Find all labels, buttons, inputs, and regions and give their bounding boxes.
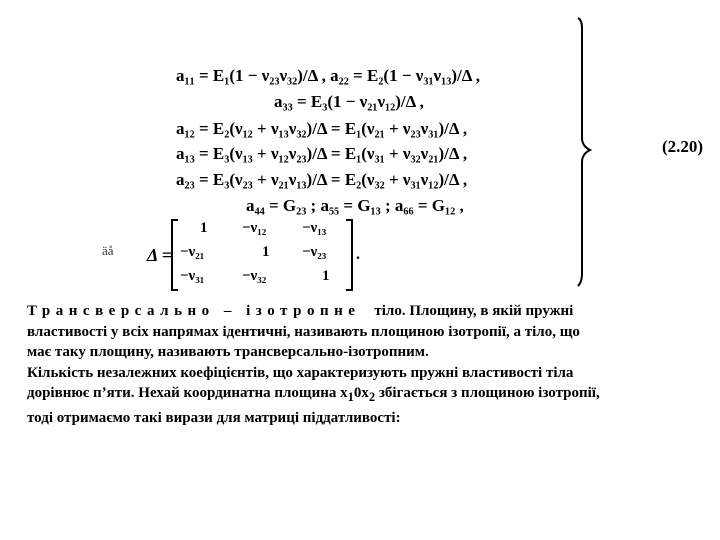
- equation-line-2: a₃₃ = E₃(1 − ν₂₁ν₁₂)/Δ ,: [274, 92, 424, 111]
- paragraph-line-5: [27, 383, 709, 408]
- equation-line-4: a₁₃ = E₃(ν₁₃ + ν₁₂ν₂₃)/Δ = E₁(ν₃₁ + ν₃₂ν₂₁)/Δ ,: [176, 144, 468, 163]
- equation-line-6: a₄₄ = G₂₃ ; a₅₅ = G₁₃ ; a₆₆ = G₁₂ ,: [246, 196, 464, 215]
- matrix-r2c3: −ν₂₃: [302, 244, 327, 260]
- delta-label: Δ =: [147, 245, 173, 265]
- subscript-1: 1: [347, 390, 354, 404]
- matrix-r1c2: −ν₁₂: [242, 220, 267, 236]
- matrix-r2c2: 1: [262, 244, 270, 260]
- equation-number: (2.20): [662, 137, 704, 156]
- matrix-r1c3: −ν₁₃: [302, 220, 327, 236]
- right-brace: [560, 12, 600, 292]
- paragraph-line-1-rest: тіло. Площину, в якій пружні: [374, 303, 574, 319]
- line-5-part-b: 0x: [353, 385, 369, 401]
- equation-line-5: a₂₃ = E₃(ν₂₃ + ν₂₁ν₁₃)/Δ = E₂(ν₃₂ + ν₃₁ν₁₂)/Δ ,: [176, 170, 468, 189]
- body-paragraph: [27, 301, 709, 428]
- paragraph-line-3: має таку площину, називають трансверсально-ізотропним.: [27, 344, 429, 360]
- matrix-r3c3: 1: [322, 268, 330, 284]
- paragraph-line-2: властивості у всіх напрямах ідентичні, називають площиною ізотропії, а тіло, що: [27, 323, 580, 340]
- subscript-2: 2: [368, 390, 376, 404]
- matrix-r2c1: −ν₂₁: [180, 244, 205, 260]
- paragraph-line-1: [27, 301, 709, 322]
- matrix-r1c1: 1: [200, 220, 208, 236]
- paragraph-line-4: Кількість незалежних коефіцієнтів, що характеризують пружні властивості тіла: [27, 364, 574, 381]
- matrix-r3c2: −ν₃₂: [242, 268, 267, 284]
- equation-line-1: a₁₁ = E₁(1 − ν₂₃ν₃₂)/Δ , a₂₂ = E₂(1 − ν₃₁ν₁₃)/Δ ,: [176, 66, 480, 85]
- line-5-part-a: дорівнює п’яти. Нехай координатна площина x: [27, 385, 348, 401]
- line-5-part-c: збігається з площиною ізотропії,: [375, 385, 600, 401]
- where-label: äå: [102, 243, 114, 258]
- matrix-end-dot: .: [356, 246, 360, 263]
- spaced-title: Трансверсально – ізотропне: [27, 303, 361, 319]
- paragraph-line-6: тоді отримаємо такі вирази для матриці піддатливості:: [27, 409, 401, 426]
- equation-line-3: a₁₂ = E₂(ν₁₂ + ν₁₃ν₃₂)/Δ = E₁(ν₂₁ + ν₂₃ν₃₁)/Δ ,: [176, 119, 468, 138]
- matrix-r3c1: −ν₃₁: [180, 268, 205, 284]
